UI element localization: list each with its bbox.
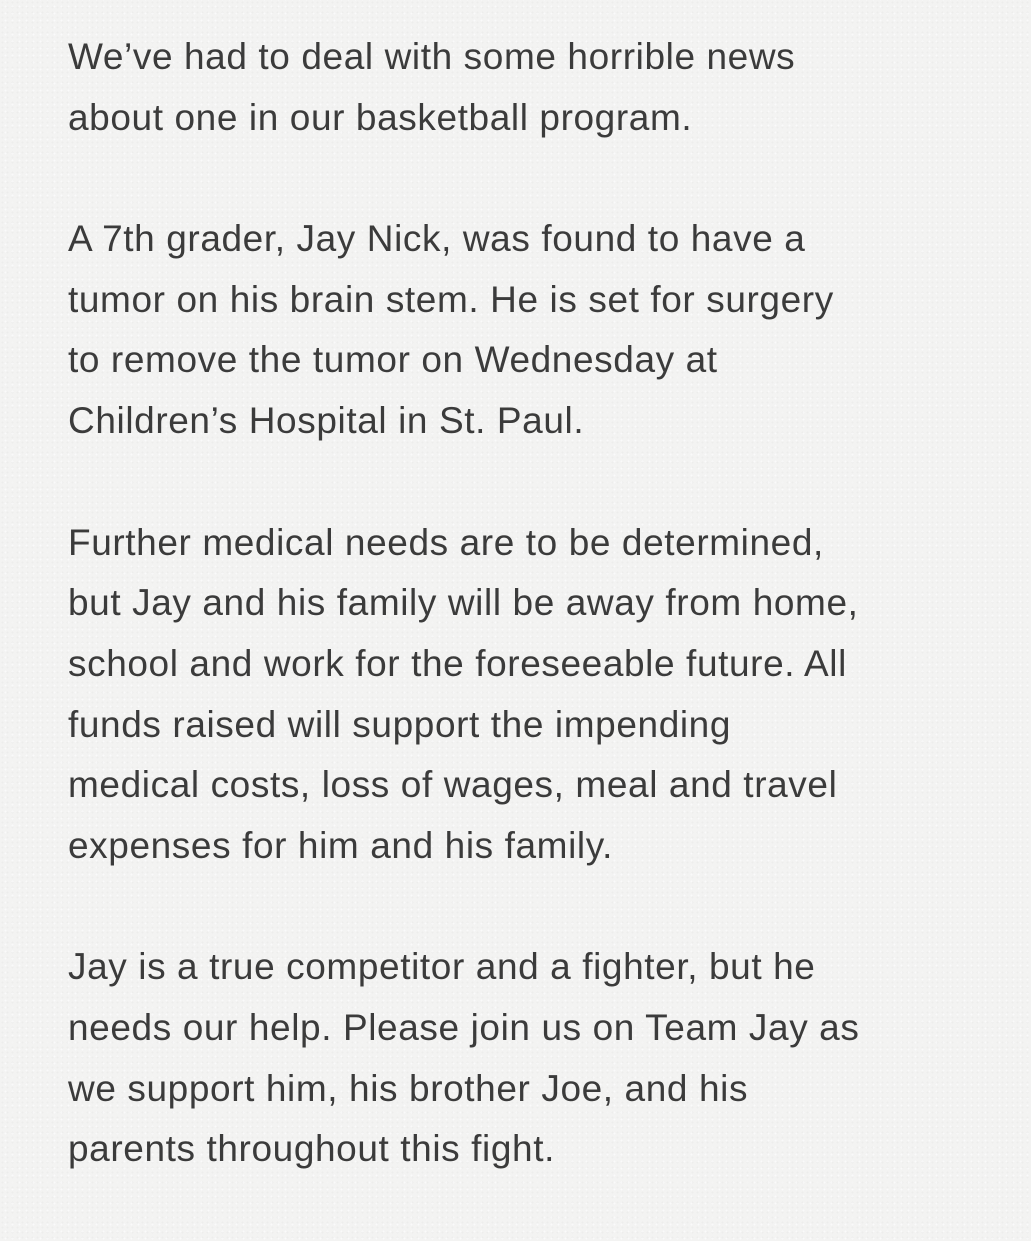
- text-line: A 7th grader, Jay Nick, was found to have a: [68, 218, 806, 260]
- text-line: expenses for him and his family.: [68, 824, 613, 866]
- text-line: medical costs, loss of wages, meal and travel: [68, 764, 838, 806]
- text-line: we support him, his brother Joe, and his: [68, 1067, 749, 1109]
- paragraph-appeal: [68, 937, 1011, 1180]
- text-line: tumor on his brain stem. He is set for surgery: [68, 278, 834, 320]
- paragraph-intro: [68, 27, 1011, 148]
- paragraph-diagnosis: [68, 209, 1011, 452]
- text-line: parents throughout this fight.: [68, 1128, 555, 1170]
- text-line: about one in our basketball program.: [68, 96, 693, 138]
- text-line: Further medical needs are to be determined,: [68, 521, 824, 563]
- note-body: [68, 27, 1011, 1241]
- text-line: to remove the tumor on Wednesday at: [68, 339, 718, 381]
- text-line: needs our help. Please join us on Team Jay as: [68, 1007, 860, 1048]
- text-line: We’ve had to deal with some horrible news: [68, 36, 796, 77]
- text-line: Children’s Hospital in St. Paul.: [68, 400, 585, 442]
- paragraph-funds: [68, 513, 1011, 877]
- text-line: Jay is a true competitor and a fighter, but he: [68, 946, 816, 988]
- text-line: but Jay and his family will be away from home,: [68, 582, 859, 624]
- text-line: school and work for the foreseeable future. All: [68, 642, 847, 684]
- text-line: funds raised will support the impending: [68, 703, 732, 745]
